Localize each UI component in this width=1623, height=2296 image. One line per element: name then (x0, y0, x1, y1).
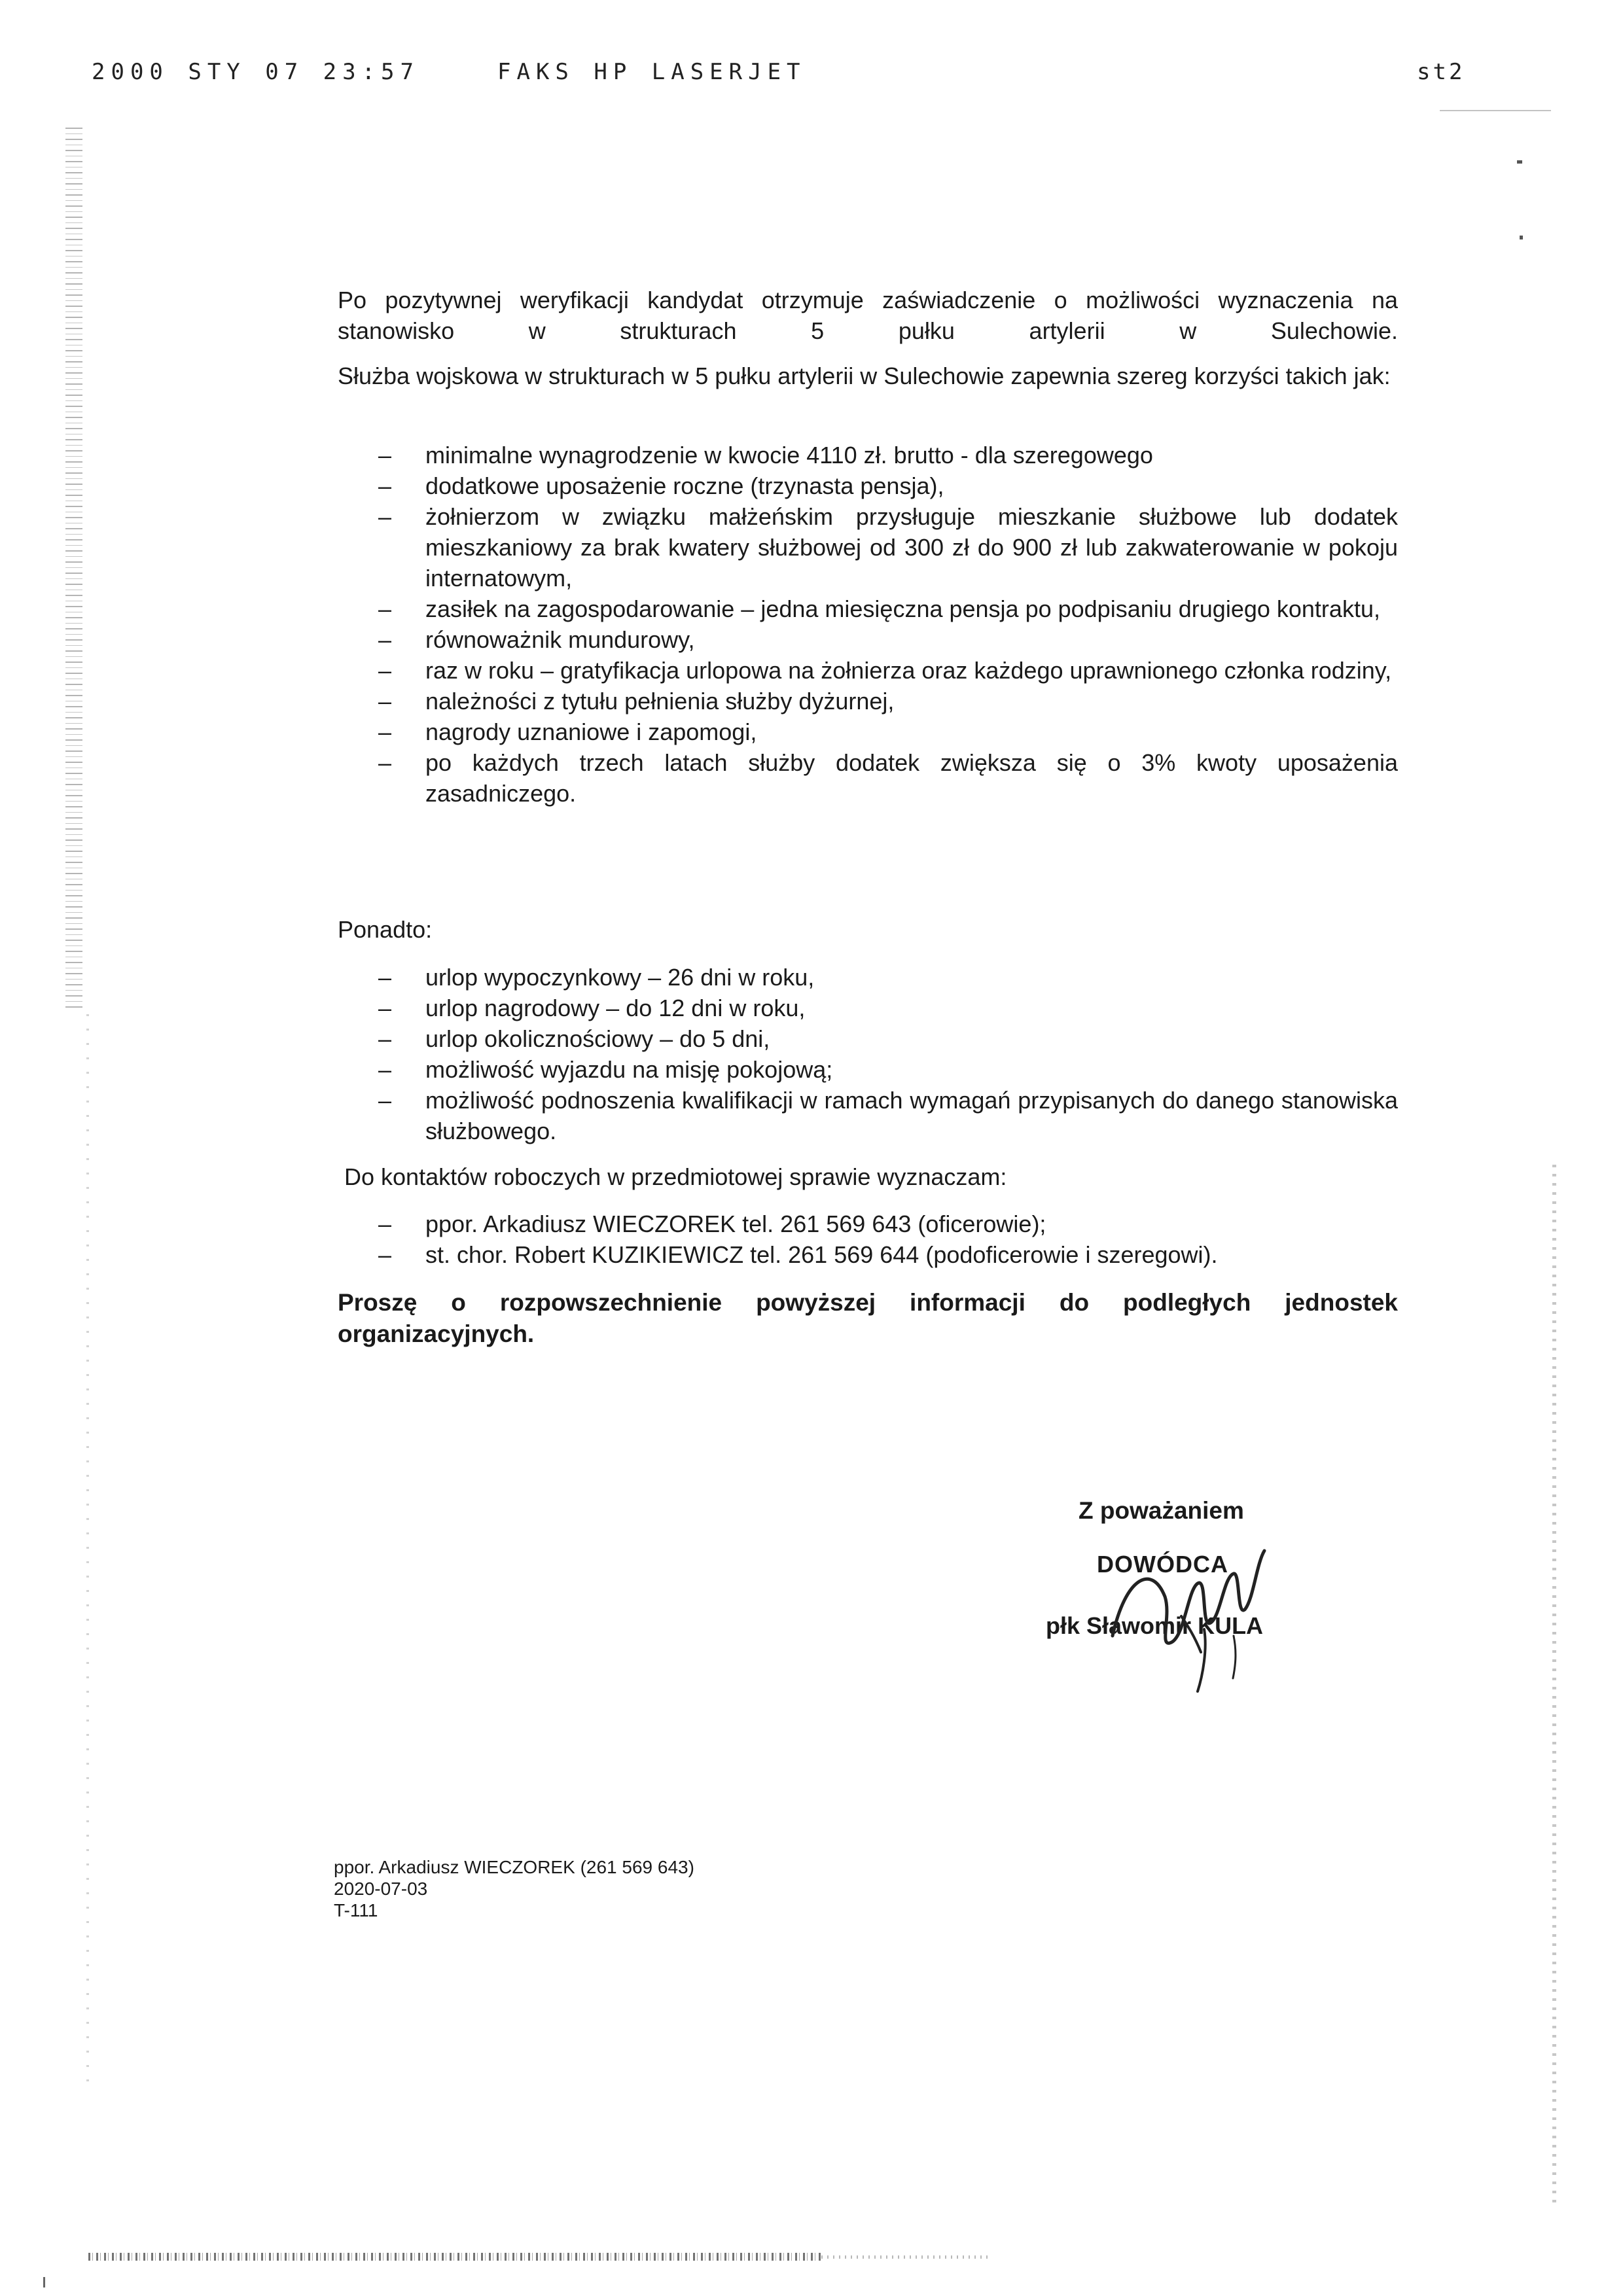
benefit-item-text: nagrody uznaniowe i zapomogi, (425, 718, 757, 745)
scan-artifact-tick (43, 2277, 45, 2287)
benefit-item-text: równoważnik mundurowy, (425, 626, 695, 653)
benefit-item-text: żołnierzom w związku małżeńskim przysługuje mieszkanie służbowe lub dodatek mieszkaniowy za brak kwatery służbowej od 300 zł do 900 zł lub zakwaterowanie w pokoju internatowym, (425, 503, 1398, 592)
benefit-item (338, 716, 1398, 747)
benefit-item (338, 655, 1398, 686)
contact-item (338, 1209, 1398, 1239)
benefit-item-text: zasiłek na zagospodarowanie – jedna miesięczna pensja po podpisaniu drugiego kontraktu, (425, 595, 1380, 622)
ponadto-label: Ponadto: (338, 916, 433, 943)
benefit-item (338, 624, 1398, 655)
fax-device-name: FAKS HP LASERJET (497, 59, 806, 85)
benefit-item-text: dodatkowe uposażenie roczne (trzynasta pensja), (425, 472, 944, 499)
scan-edge-artifact-right (1552, 1165, 1556, 2205)
benefit-item (338, 440, 1398, 470)
benefit-item-text: należności z tytułu pełnienia służby dyżurnej, (425, 688, 895, 715)
signature-name: płk Sławomir KULA (1046, 1612, 1264, 1639)
list-dash: – (378, 718, 392, 745)
benefit-item (338, 501, 1398, 593)
benefits-intro-paragraph: Służba wojskowa w strukturach w 5 pułku artylerii w Sulechowie zapewnia szereg korzyści takich jak: (338, 362, 1391, 389)
extra-item (338, 1085, 1398, 1146)
extra-item-text: urlop okolicznościowy – do 5 dni, (425, 1025, 770, 1052)
list-dash: – (378, 688, 392, 715)
benefit-item-text: po każdych trzech latach służby dodatek zwiększa się o 3% kwoty uposażenia zasadniczego. (425, 749, 1398, 807)
list-dash: – (378, 1056, 392, 1083)
list-dash: – (378, 503, 392, 530)
extras-list (338, 962, 1398, 1146)
list-dash: – (378, 595, 392, 622)
scan-artifact-bottom-faint (821, 2255, 991, 2259)
signature-title: DOWÓDCA (1097, 1551, 1228, 1578)
scan-artifact-bottom (88, 2253, 821, 2261)
fax-header (0, 59, 1623, 92)
list-dash: – (378, 1025, 392, 1052)
list-dash: – (378, 472, 392, 499)
footer-author: ppor. Arkadiusz WIECZOREK (261 569 643) (334, 1857, 694, 1877)
benefit-item-text: minimalne wynagrodzenie w kwocie 4110 zł. brutto - dla szeregowego (425, 442, 1153, 468)
extra-item (338, 962, 1398, 993)
fax-datetime: 2000 STY 07 23:57 (92, 59, 419, 85)
footer-reference: T-111 (334, 1900, 378, 1920)
document-footer (334, 1856, 694, 1921)
list-dash: – (378, 749, 392, 776)
benefit-item (338, 593, 1398, 624)
list-dash: – (378, 442, 392, 468)
footer-date: 2020-07-03 (334, 1879, 428, 1899)
contacts-label: Do kontaktów roboczych w przedmiotowej sprawie wyznaczam: (344, 1163, 1007, 1190)
list-dash: – (378, 1087, 392, 1114)
list-dash: – (378, 657, 392, 684)
scan-edge-artifact-left-thin (86, 1014, 89, 2094)
list-dash: – (378, 1241, 392, 1268)
extra-item-text: możliwość podnoszenia kwalifikacji w ramach wymagań przypisanych do danego stanowiska służbowego. (425, 1087, 1398, 1144)
extra-item (338, 1054, 1398, 1085)
extra-item (338, 993, 1398, 1023)
closing-request: Proszę o rozpowszechnienie powyższej informacji do podległych jednostek organizacyjnych. (338, 1289, 1398, 1347)
benefit-item (338, 686, 1398, 716)
extra-item-text: urlop nagrodowy – do 12 dni w roku, (425, 995, 806, 1021)
contact-item (338, 1239, 1398, 1270)
extra-item-text: urlop wypoczynkowy – 26 dni w roku, (425, 964, 815, 991)
contact-item-text: ppor. Arkadiusz WIECZOREK tel. 261 569 643 (oficerowie); (425, 1210, 1046, 1237)
contacts-list (338, 1209, 1398, 1270)
list-dash: – (378, 995, 392, 1021)
benefits-list (338, 440, 1398, 809)
extra-item-text: możliwość wyjazdu na misję pokojową; (425, 1056, 833, 1083)
fax-page-number: st2 (1417, 59, 1465, 85)
scan-speck (1520, 236, 1523, 239)
list-dash: – (378, 964, 392, 991)
scan-speck (1517, 160, 1522, 164)
intro-paragraph: Po pozytywnej weryfikacji kandydat otrzymuje zaświadczenie o możliwości wyznaczenia na stanowisko w strukturach 5 pułku artylerii w Sulechowie. (338, 287, 1398, 344)
signature-greeting: Z poważaniem (1079, 1497, 1244, 1524)
contact-item-text: st. chor. Robert KUZIKIEWICZ tel. 261 569 644 (podoficerowie i szeregowi). (425, 1241, 1218, 1268)
scan-edge-artifact-left (65, 128, 82, 1011)
scan-artifact-top-rule (1440, 110, 1551, 111)
list-dash: – (378, 626, 392, 653)
list-dash: – (378, 1210, 392, 1237)
handwritten-signature (1073, 1538, 1283, 1695)
benefit-item (338, 470, 1398, 501)
benefit-item (338, 747, 1398, 809)
extra-item (338, 1023, 1398, 1054)
benefit-item-text: raz w roku – gratyfikacja urlopowa na żołnierza oraz każdego uprawnionego członka rodziny, (425, 657, 1392, 684)
